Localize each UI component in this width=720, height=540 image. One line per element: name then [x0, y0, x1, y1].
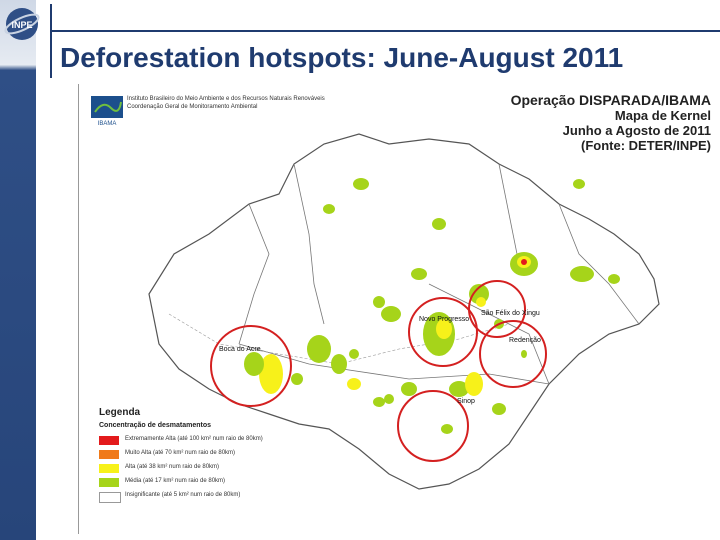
state-boundary [559, 204, 639, 324]
institution-line-1: Instituto Brasileiro do Meio Ambiente e dos Recursos Naturais Renováveis [127, 96, 325, 102]
hotspot-blob [373, 397, 385, 407]
legend-label: Insignificante (até 5 km² num raio de 80km) [125, 492, 241, 498]
hotspot-blob [573, 179, 585, 189]
hotspot-blob [441, 424, 453, 434]
sidebar-strip [0, 0, 36, 540]
legend-subtitle: Concentração de desmatamentos [99, 422, 212, 429]
legend-swatch [99, 450, 119, 459]
inpe-logo-icon [2, 4, 42, 44]
legend-label: Extremamente Alta (até 100 km² num raio de 80km) [125, 436, 263, 442]
hotspot-blob [347, 378, 361, 390]
hotspot-blob [349, 349, 359, 359]
state-boundary [499, 164, 519, 264]
city-label-redencao: Redenção [509, 337, 541, 344]
logo-text: INPE [11, 20, 33, 30]
map-panel [78, 84, 719, 534]
slide-title: Deforestation hotspots: June-August 2011 [60, 42, 624, 73]
legend-swatch [99, 478, 119, 487]
map-heading-1: Operação DISPARADA/IBAMA [510, 92, 711, 108]
title-divider-vertical [50, 4, 52, 78]
map-heading-4: (Fonte: DETER/INPE) [581, 138, 711, 153]
state-boundary [239, 204, 269, 344]
hotspot-blob [307, 335, 331, 363]
state-boundary [294, 164, 324, 324]
hotspot-blob [373, 296, 385, 308]
city-label-boca-do-acre: Boca do Acre [219, 346, 261, 353]
map-heading-2: Mapa de Kernel [614, 108, 711, 123]
title-divider-horizontal [52, 30, 720, 32]
hotspot-blob [401, 382, 417, 396]
legend-title: Legenda [99, 407, 141, 418]
hotspot-blob [608, 274, 620, 284]
legend-swatch [99, 492, 121, 503]
hotspot-blob [492, 403, 506, 415]
legend-label: Média (até 17 km² num raio de 80km) [125, 478, 226, 484]
city-label-sao-felix-do-xingu: São Félix do Xingu [481, 310, 540, 317]
legend-swatch [99, 464, 119, 473]
hotspot-blob [521, 350, 527, 358]
hotspot-blob [244, 352, 264, 376]
hotspot-blob [465, 372, 483, 396]
highlight-circle [469, 281, 525, 337]
hotspot-blob [381, 306, 401, 322]
city-label-sinop: Sinop [457, 398, 475, 405]
hotspot-blob [323, 204, 335, 214]
hotspot-blob [384, 394, 394, 404]
legend-label: Muito Alta (até 70 km² num raio de 80km) [125, 450, 236, 456]
hotspot-blob [353, 178, 369, 190]
hotspot-blob [432, 218, 446, 230]
map-heading-3: Junho a Agosto de 2011 [562, 123, 711, 138]
agency-logo-text: IBAMA [97, 121, 117, 127]
legend-label: Alta (até 38 km² num raio de 80km) [125, 464, 220, 470]
hotspot-blob [331, 354, 347, 374]
hotspot-blob [570, 266, 594, 282]
ibama-logo-icon [89, 94, 125, 128]
hotspot-blob [291, 373, 303, 385]
hotspot-blob [476, 297, 486, 307]
hotspot-blob [521, 259, 527, 265]
hotspot-blob [411, 268, 427, 280]
city-label-novo-progresso: Novo Progresso [419, 316, 470, 323]
institution-line-2: Coordenação Geral de Monitoramento Ambiental [127, 104, 258, 110]
legend-swatch [99, 436, 119, 445]
